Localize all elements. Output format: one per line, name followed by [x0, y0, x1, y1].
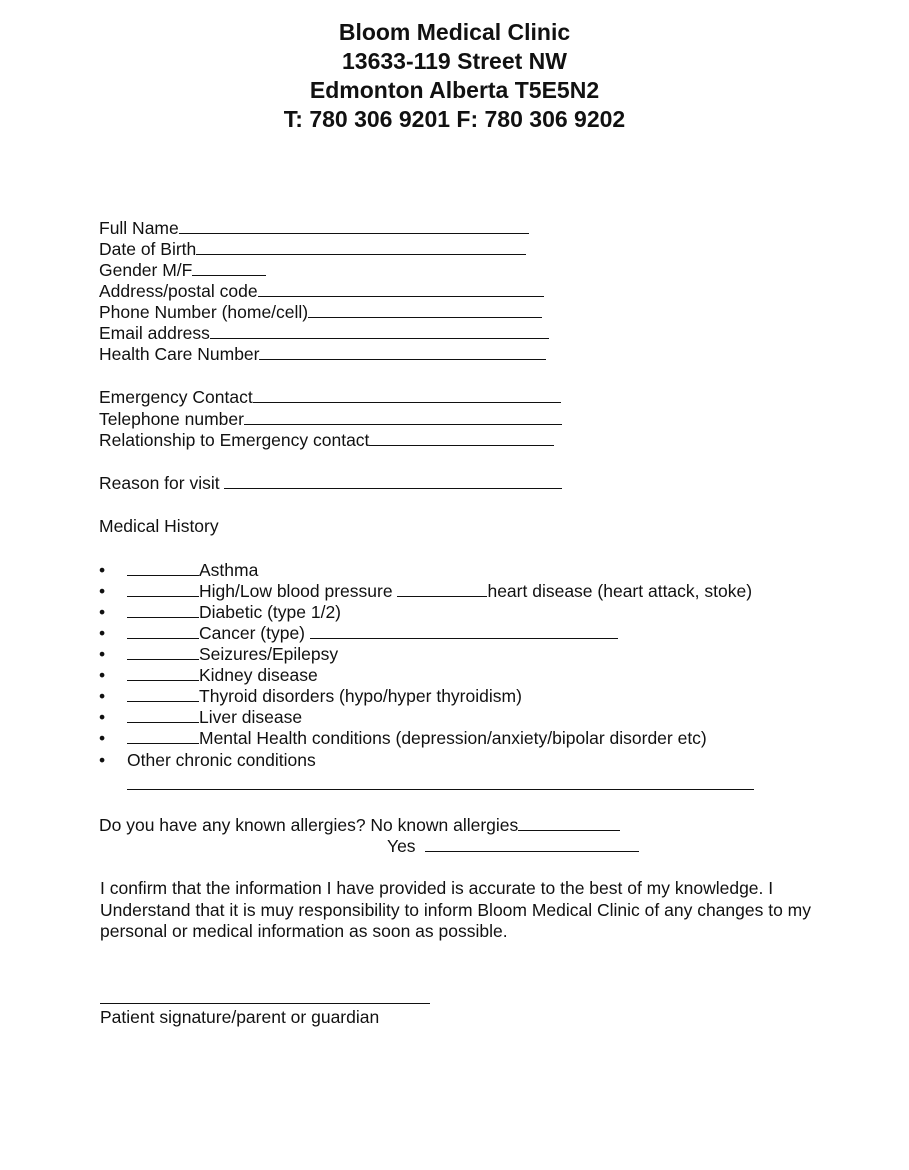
bullet-icon: • [99, 728, 106, 748]
relationship-line[interactable] [369, 430, 554, 446]
bullet-icon: • [99, 644, 106, 664]
reason-line[interactable] [224, 473, 562, 489]
dob-line[interactable] [196, 239, 526, 255]
emergency-telephone-line[interactable] [244, 409, 562, 425]
liver-line[interactable] [127, 707, 199, 723]
relationship-label: Relationship to Emergency contact [99, 430, 370, 450]
clinic-name: Bloom Medical Clinic [338, 19, 571, 45]
emergency-telephone-label: Telephone number [99, 409, 244, 429]
full-name-label: Full Name [99, 218, 179, 238]
history-item-cancer [127, 623, 618, 644]
email-label: Email address [99, 323, 210, 343]
reason-field [99, 473, 562, 494]
bullet-icon: • [99, 686, 106, 706]
address-line[interactable] [258, 281, 544, 297]
clinic-phone-fax: T: 780 306 9201 F: 780 306 9202 [283, 106, 626, 132]
allergies-field [99, 815, 620, 836]
phone-label: Phone Number (home/cell) [99, 302, 309, 322]
dob-label: Date of Birth [99, 239, 197, 259]
kidney-line[interactable] [127, 665, 199, 681]
blood-pressure-label: High/Low blood pressure [199, 581, 393, 601]
gender-field [99, 260, 266, 281]
mental-health-label: Mental Health conditions (depression/anxiety/bipolar disorder etc) [199, 728, 707, 748]
phone-line[interactable] [308, 302, 542, 318]
history-item-kidney [127, 665, 318, 686]
relationship-field [99, 430, 554, 451]
no-allergies-line[interactable] [518, 815, 620, 831]
bullet-icon: • [99, 665, 106, 685]
history-item-other: Other chronic conditions [127, 750, 316, 770]
history-item-mental-health [127, 728, 707, 749]
signature-label: Patient signature/parent or guardian [100, 1007, 380, 1027]
history-item-thyroid [127, 686, 522, 707]
dob-field [99, 239, 526, 260]
bullet-icon: • [99, 750, 106, 770]
emergency-contact-label: Emergency Contact [99, 387, 253, 407]
allergies-yes-line[interactable] [425, 836, 639, 852]
allergies-yes-label: Yes [387, 836, 416, 856]
mental-health-line[interactable] [127, 728, 199, 744]
cancer-line[interactable] [127, 623, 199, 639]
email-field [99, 323, 549, 344]
phone-field [99, 302, 542, 323]
bullet-icon: • [99, 623, 106, 643]
heart-disease-label: heart disease (heart attack, stoke) [487, 581, 753, 601]
emergency-contact-line[interactable] [253, 387, 561, 403]
heart-disease-line[interactable] [397, 581, 487, 597]
clinic-address-line1: 13633-119 Street NW [341, 48, 567, 74]
bullet-icon: • [99, 707, 106, 727]
address-label: Address/postal code [99, 281, 258, 301]
diabetic-line[interactable] [127, 602, 199, 618]
thyroid-line[interactable] [127, 686, 199, 702]
health-care-number-label: Health Care Number [99, 344, 260, 364]
allergies-yes-field [387, 836, 639, 857]
cancer-label: Cancer (type) [199, 623, 306, 643]
gender-label: Gender M/F [99, 260, 193, 280]
confirmation-paragraph: I confirm that the information I have provided is accurate to the best of my knowledge. I Understand that it is muy responsibility to inform Bloom Medical Clinic of any changes to my personal or medical information as soon as possible. [100, 878, 811, 941]
asthma-label: Asthma [199, 560, 259, 580]
allergies-question: Do you have any known allergies? No known allergies [99, 815, 519, 835]
blood-pressure-line[interactable] [127, 581, 199, 597]
medical-history-title: Medical History [99, 516, 219, 536]
asthma-line[interactable] [127, 560, 199, 576]
cancer-type-line[interactable] [310, 623, 618, 639]
bullet-icon: • [99, 560, 106, 580]
liver-label: Liver disease [199, 707, 303, 727]
reason-label: Reason for visit [99, 473, 220, 493]
emergency-telephone-field [99, 409, 562, 430]
seizures-label: Seizures/Epilepsy [199, 644, 339, 664]
other-conditions-line[interactable] [127, 789, 754, 790]
history-item-diabetic [127, 602, 341, 623]
clinic-address-line2: Edmonton Alberta T5E5N2 [309, 77, 600, 103]
address-field [99, 281, 544, 302]
health-care-number-line[interactable] [259, 344, 546, 360]
history-item-asthma [127, 560, 258, 581]
thyroid-label: Thyroid disorders (hypo/hyper thyroidism) [199, 686, 522, 706]
signature-line[interactable] [100, 1003, 430, 1004]
diabetic-label: Diabetic (type 1/2) [199, 602, 342, 622]
seizures-line[interactable] [127, 644, 199, 660]
bullet-icon: • [99, 581, 106, 601]
history-item-liver [127, 707, 302, 728]
history-item-blood-pressure [127, 581, 752, 602]
full-name-line[interactable] [179, 218, 529, 234]
gender-line[interactable] [192, 260, 266, 276]
emergency-contact-field [99, 387, 561, 408]
clinic-header [0, 18, 909, 134]
bullet-icon: • [99, 602, 106, 622]
health-care-number-field [99, 344, 546, 365]
history-item-seizures [127, 644, 338, 665]
kidney-label: Kidney disease [199, 665, 318, 685]
full-name-field [99, 218, 529, 239]
email-line[interactable] [210, 323, 549, 339]
